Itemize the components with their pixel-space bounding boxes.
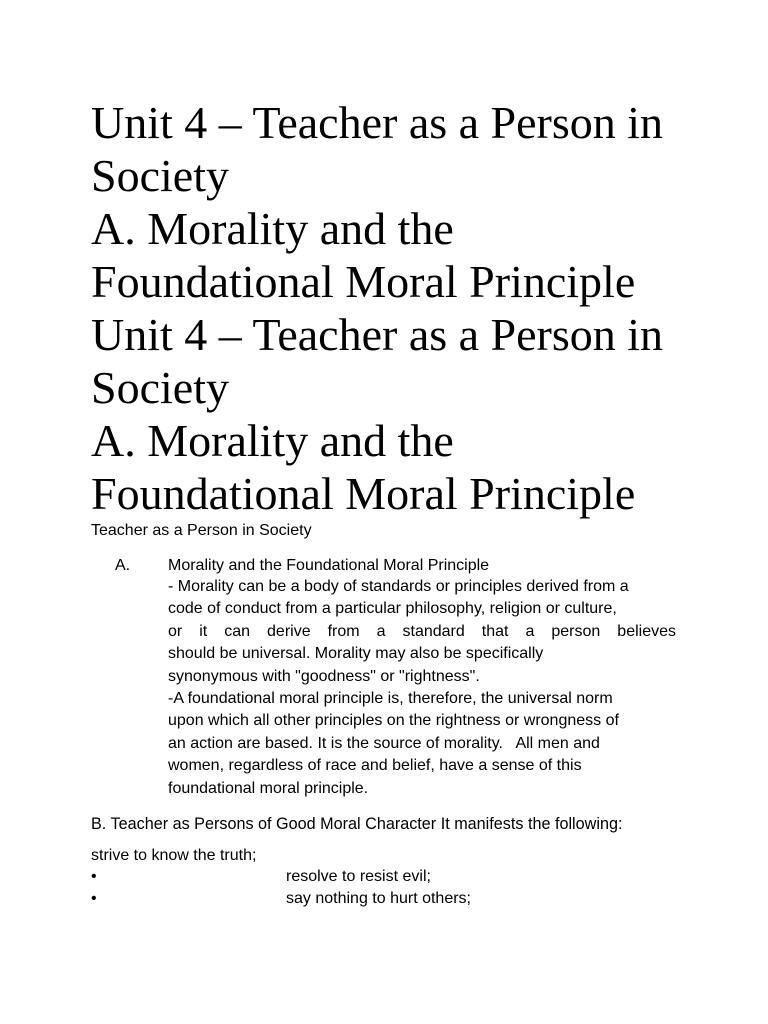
paragraph-line: upon which all other principles on the rightness or wrongness of [168, 712, 619, 730]
list-item [91, 888, 591, 910]
heading-line-5: Unit 4 – Teacher as a Person in [91, 309, 664, 360]
bullet-icon: • [91, 868, 97, 885]
section-a-paragraph-1 [168, 576, 676, 688]
heading-line-3: A. Morality and the [91, 203, 454, 254]
paragraph-line: women, regardless of race and belief, have a sense of this [168, 757, 582, 775]
paragraph-line: or it can derive from a standard that a person believes [168, 622, 676, 640]
heading-line-8: Foundational Moral Principle [91, 468, 636, 519]
section-b-heading: B. Teacher as Persons of Good Moral Character It manifests the following: [91, 815, 623, 833]
section-a-paragraph-2 [168, 688, 676, 800]
list-intro-item: strive to know the truth; [91, 847, 257, 864]
list-item [91, 866, 591, 888]
paragraph-line: code of conduct from a particular philosophy, religion or culture, [168, 600, 617, 618]
paragraph-line: an action are based. It is the source of morality. All men and [168, 734, 600, 752]
heading-line-1: Unit 4 – Teacher as a Person in [91, 97, 664, 148]
bullet-icon: • [91, 890, 97, 907]
document-subtitle: Teacher as a Person in Society [91, 522, 312, 539]
paragraph-line: -A foundational moral principle is, therefore, the universal norm [168, 690, 613, 707]
list-item-text: resolve to resist evil; [286, 868, 431, 885]
section-a-title: Morality and the Foundational Moral Principle [168, 557, 490, 574]
list-item-text: say nothing to hurt others; [286, 890, 471, 907]
paragraph-line: should be universal. Morality may also be specifically [168, 645, 544, 663]
paragraph-line: foundational moral principle. [168, 779, 369, 797]
heading-line-7: A. Morality and the [91, 415, 454, 466]
section-a-marker: A. [115, 557, 131, 574]
heading-line-6: Society [91, 362, 229, 413]
heading-line-4: Foundational Moral Principle [91, 256, 636, 307]
heading-line-2: Society [91, 150, 229, 201]
paragraph-line: - Morality can be a body of standards or principles derived from a [168, 578, 629, 595]
paragraph-line: synonymous with "goodness" or "rightness". [168, 667, 480, 685]
